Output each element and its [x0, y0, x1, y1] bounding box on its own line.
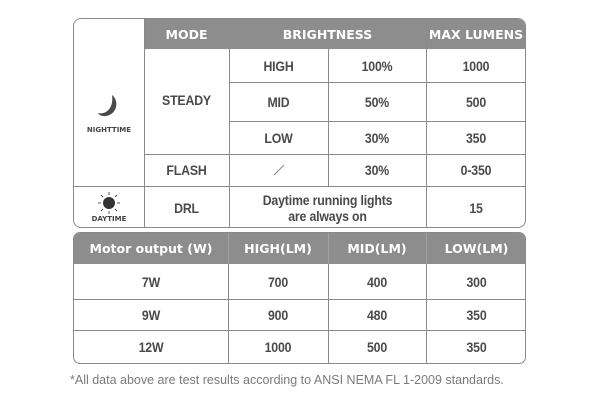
mode-drl: DRL	[174, 199, 199, 216]
mode-steady: STEADY	[162, 92, 211, 108]
grid-line	[144, 154, 526, 155]
grid-line	[74, 186, 526, 187]
sun-icon	[96, 192, 122, 214]
grid-line	[144, 19, 145, 228]
drl-description-line2: are always on	[288, 207, 367, 224]
level-mid: MID	[267, 93, 290, 110]
grid-line	[229, 121, 526, 122]
grid-line	[426, 233, 427, 264]
header-mid-lm: MID(LM)	[328, 233, 426, 264]
slash-icon	[272, 164, 286, 176]
header-low-lm: LOW(LM)	[426, 233, 526, 264]
grid-line	[426, 19, 427, 228]
header-high-lm: HIGH(LM)	[228, 233, 328, 264]
grid-line	[228, 233, 229, 264]
high-12w: 1000	[264, 339, 292, 355]
grid-line	[328, 264, 329, 364]
low-9w: 350	[466, 306, 487, 323]
lumens-mid: 500	[465, 93, 487, 110]
grid-line	[328, 49, 329, 186]
flash-level-slash	[229, 154, 328, 186]
grid-line	[426, 264, 427, 364]
grid-line	[229, 82, 526, 83]
motor-12w: 12W	[138, 339, 164, 355]
percent-low: 30%	[364, 129, 390, 146]
percent-mid: 50%	[364, 93, 390, 110]
nighttime-label: NIGHTTIME	[86, 125, 132, 134]
level-high: HIGH	[263, 57, 294, 74]
flash-lumens: 0-350	[460, 162, 492, 178]
drl-description-line1: Daytime running lights	[262, 191, 393, 208]
grid-line	[228, 264, 229, 364]
header-mode: MODE	[144, 19, 229, 49]
high-7w: 700	[267, 273, 289, 290]
level-low: LOW	[264, 129, 293, 146]
lumens-high: 1000	[462, 57, 490, 74]
header-motor-output: Motor output (W)	[74, 233, 228, 264]
grid-line	[74, 299, 526, 300]
drl-description	[241, 186, 414, 228]
percent-high: 100%	[361, 57, 393, 74]
motor-output-table	[73, 232, 526, 364]
moon-icon	[98, 94, 120, 118]
motor-7w: 7W	[141, 273, 161, 290]
low-12w: 350	[466, 339, 487, 355]
low-7w: 300	[466, 273, 487, 290]
header-brightness: BRIGHTNESS	[229, 19, 426, 49]
mid-9w: 480	[366, 306, 388, 323]
header-max-lumens: MAX LUMENS	[426, 19, 526, 49]
nighttime-cell	[74, 19, 144, 186]
drl-lumens: 15	[469, 199, 483, 216]
flash-percent: 30%	[364, 162, 390, 178]
daytime-label: DAYTIME	[91, 215, 127, 223]
lumens-low: 350	[465, 129, 487, 146]
footnote: *All data above are test results according to ANSI NEMA FL 1-2009 standards.	[70, 373, 504, 387]
mid-12w: 500	[366, 339, 388, 355]
motor-9w: 9W	[141, 306, 161, 323]
mode-table	[73, 18, 526, 228]
grid-line	[229, 49, 230, 228]
daytime-cell	[74, 186, 144, 228]
high-9w: 900	[267, 306, 289, 323]
grid-line	[74, 330, 526, 331]
mid-7w: 400	[366, 273, 388, 290]
mode-flash: FLASH	[166, 162, 207, 178]
grid-line	[328, 233, 329, 264]
